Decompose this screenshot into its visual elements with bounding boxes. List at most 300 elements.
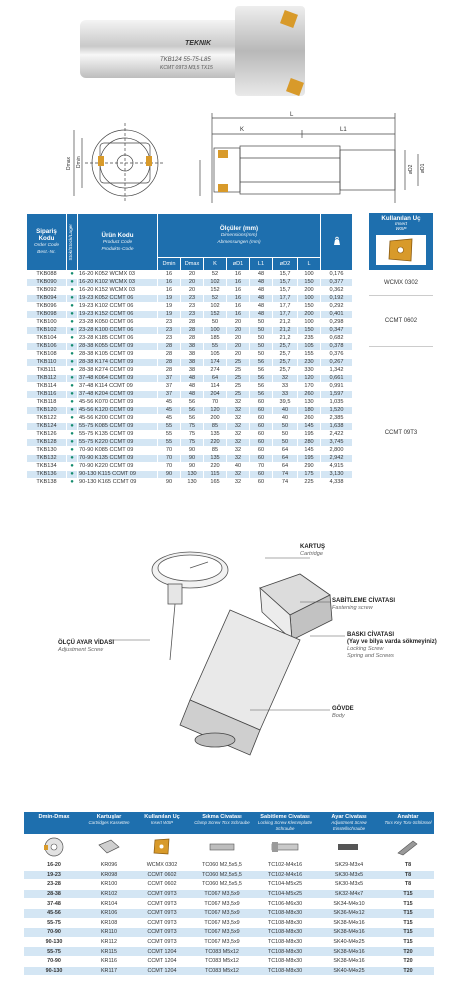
stock-dot: ●: [67, 287, 78, 295]
cell: 15,7: [273, 287, 298, 295]
parts-cell: T15: [382, 889, 434, 899]
table-row: [27, 303, 353, 311]
parts-cell: TC108-M8x30: [254, 956, 316, 966]
parts-cell: 90-130: [24, 937, 84, 947]
cell: 85: [204, 447, 227, 455]
cell: 20: [227, 343, 250, 351]
product-code: 19-23 K102 CCMT 06: [78, 303, 158, 311]
parts-cell: KR106: [84, 908, 134, 918]
cell: 2,422: [321, 431, 353, 439]
order-code: TKB128: [27, 439, 67, 447]
cell: 185: [204, 335, 227, 343]
product-code: 28-38 K055 CCMT 09: [78, 343, 158, 351]
product-code: 45-56 K120 CCMT 09: [78, 407, 158, 415]
parts-cell: SK38-M4x16: [316, 918, 382, 928]
cell: 28: [158, 343, 181, 351]
cell: 165: [204, 479, 227, 487]
cell: 56: [181, 415, 204, 423]
order-code: TKB108: [27, 351, 67, 359]
locking-screw-icon: [270, 841, 300, 853]
parts-cell: TC067 M3,5x9: [190, 899, 254, 909]
cell: 200: [298, 311, 321, 319]
product-code: 28-38 K274 CCMT 09: [78, 367, 158, 375]
cell: 100: [298, 319, 321, 327]
product-code: 23-28 K185 CCMT 06: [78, 335, 158, 343]
cell: 16: [158, 287, 181, 295]
product-code: 28-38 K105 CCMT 09: [78, 351, 158, 359]
parts-cell: TC106-M6x30: [254, 899, 316, 909]
stock-dot: ●: [67, 391, 78, 399]
cell: 20: [227, 319, 250, 327]
parts-cell: CCMT 09T3: [134, 937, 190, 947]
product-code: 19-23 K152 CCMT 06: [78, 311, 158, 319]
parts-cell: 28-38: [24, 889, 84, 899]
engraved-code: TKB124 55-75-L85: [160, 57, 211, 63]
cell: 48: [250, 271, 273, 279]
torx-key-icon: [395, 837, 421, 857]
product-code: 16-20 K152 WCMX 03: [78, 287, 158, 295]
parts-cell: 23-28: [24, 880, 84, 890]
cell: 102: [204, 303, 227, 311]
product-code: 55-75 K220 CCMT 09: [78, 439, 158, 447]
cell: 55: [204, 343, 227, 351]
cell: 21,2: [273, 335, 298, 343]
header-dimensions: Ölçüler (mm) Dimensions(mm) Abmessungen (mm): [158, 214, 321, 258]
cell: 48: [250, 295, 273, 303]
parts-cell: CCMT 1204: [134, 947, 190, 957]
cell: 20: [227, 351, 250, 359]
cell: 48: [250, 287, 273, 295]
table-row: [27, 383, 353, 391]
cell: 39,5: [273, 399, 298, 407]
order-code: TKB138: [27, 479, 67, 487]
cell: 70: [158, 463, 181, 471]
cell: 37: [158, 391, 181, 399]
order-code: TKB118: [27, 399, 67, 407]
cell: 74: [273, 479, 298, 487]
cell: 74: [273, 471, 298, 479]
parts-cell: T15: [382, 918, 434, 928]
cell: 60: [250, 447, 273, 455]
cell: 1,035: [321, 399, 353, 407]
cell: 28: [181, 319, 204, 327]
cell: 102: [204, 279, 227, 287]
cell: 64: [273, 463, 298, 471]
order-code: TKB088: [27, 271, 67, 279]
cell: 23: [158, 327, 181, 335]
table-row: [27, 391, 353, 399]
cell: 16: [227, 303, 250, 311]
weight-icon: [332, 236, 342, 246]
cell: 90: [158, 479, 181, 487]
cell: 120: [204, 407, 227, 415]
parts-cell: 55-75: [24, 947, 84, 957]
cell: 38: [181, 367, 204, 375]
parts-row: [24, 861, 434, 871]
cell: 60: [250, 399, 273, 407]
cell: 45: [158, 415, 181, 423]
cell: 23: [158, 335, 181, 343]
cell: 64: [273, 455, 298, 463]
parts-cell: KR102: [84, 889, 134, 899]
stock-dot: ●: [67, 439, 78, 447]
cell: 50: [273, 423, 298, 431]
cell: 0,347: [321, 327, 353, 335]
header-weight: [321, 214, 353, 271]
cell: 32: [227, 407, 250, 415]
parts-cell: KR096: [84, 861, 134, 871]
clamp-screw-icon: [208, 841, 236, 853]
table-row: [27, 479, 353, 487]
cell: 38: [181, 343, 204, 351]
order-code: TKB100: [27, 319, 67, 327]
cell: 55: [158, 431, 181, 439]
cell: 0,292: [321, 303, 353, 311]
product-code: 70-90 K220 CCMT 09: [78, 463, 158, 471]
table-row: [27, 335, 353, 343]
cell: 195: [298, 455, 321, 463]
cell: 75: [181, 423, 204, 431]
cell: 3,130: [321, 471, 353, 479]
stock-dot: ●: [67, 351, 78, 359]
table-row: [27, 271, 353, 279]
cell: 50: [273, 439, 298, 447]
table-row: [27, 327, 353, 335]
parts-cell: T20: [382, 956, 434, 966]
parts-cell: KR104: [84, 899, 134, 909]
parts-cell: WCMX 0302: [134, 861, 190, 871]
cell: 90: [158, 471, 181, 479]
cell: 28: [158, 359, 181, 367]
cell: 48: [181, 383, 204, 391]
brand-logo: TEKNIK: [185, 40, 212, 47]
cell: 23: [181, 295, 204, 303]
cell: 204: [204, 391, 227, 399]
cell: 114: [204, 383, 227, 391]
cell: 0,682: [321, 335, 353, 343]
parts-cell: TC102-M4x16: [254, 870, 316, 880]
cell: 0,377: [321, 279, 353, 287]
cell: 28: [158, 351, 181, 359]
cell: 100: [204, 327, 227, 335]
cell: 60: [250, 415, 273, 423]
order-code: TKB092: [27, 287, 67, 295]
table-row: [27, 287, 353, 295]
stock-dot: ●: [67, 295, 78, 303]
cell: 170: [298, 383, 321, 391]
callout-cartridge: KARTUŞ Cartridge: [300, 544, 325, 557]
cell: 16: [227, 279, 250, 287]
cell: 1,638: [321, 423, 353, 431]
cell: 56: [250, 383, 273, 391]
cell: 135: [204, 431, 227, 439]
header-product-code: Ürün Kodu Product Code Produkts-Code: [78, 214, 158, 271]
cell: 32: [227, 423, 250, 431]
cell: 225: [298, 479, 321, 487]
parts-cell: TC060 M2,5x5,5: [190, 870, 254, 880]
cell: 25: [227, 367, 250, 375]
col-dmin: Dmin: [158, 258, 181, 271]
order-code: TKB120: [27, 407, 67, 415]
product-code: 16-20 K102 WCMX 03: [78, 279, 158, 287]
parts-row: [24, 956, 434, 966]
cell: 260: [298, 415, 321, 423]
parts-cell: TC108-M8x30: [254, 908, 316, 918]
parts-cell: CCMT 1204: [134, 966, 190, 976]
parts-cell: CCMT 09T3: [134, 908, 190, 918]
cell: 23: [181, 303, 204, 311]
parts-cell: SK40-M4x25: [316, 937, 382, 947]
cell: 2,942: [321, 455, 353, 463]
cell: 45: [158, 407, 181, 415]
cell: 130: [181, 479, 204, 487]
parts-cell: CCMT 0602: [134, 870, 190, 880]
cell: 16: [227, 287, 250, 295]
parts-cell: CCMT 0602: [134, 880, 190, 890]
parts-col-header: Kullanılan Uç Insert WSP: [134, 812, 190, 835]
table-row: [27, 319, 353, 327]
parts-cell: SK38-M4x16: [316, 928, 382, 938]
stock-dot: ●: [67, 311, 78, 319]
header-order-code: Sipariş Kodu Order Code Best.-Nr.: [27, 214, 67, 271]
cell: 235: [298, 335, 321, 343]
cell: 38: [181, 351, 204, 359]
cell: 28: [181, 327, 204, 335]
parts-cell: KR116: [84, 956, 134, 966]
stock-dot: ●: [67, 359, 78, 367]
table-row: [27, 311, 353, 319]
parts-cell: TC104-M5x25: [254, 880, 316, 890]
cell: 17,7: [273, 303, 298, 311]
product-code: 70-90 K135 CCMT 09: [78, 455, 158, 463]
cell: 19: [158, 295, 181, 303]
engraved-code-2: KCMT 09T3 M3,5 TX15: [160, 65, 213, 71]
cell: 0,267: [321, 359, 353, 367]
cell: 56: [250, 359, 273, 367]
cell: 25,7: [273, 351, 298, 359]
cell: 220: [204, 463, 227, 471]
parts-cell: SK32-M4x7: [316, 889, 382, 899]
cell: 32: [227, 415, 250, 423]
cell: 130: [181, 471, 204, 479]
adjustment-screw-icon: [336, 841, 362, 853]
cell: 280: [298, 439, 321, 447]
parts-cell: CCMT 09T3: [134, 899, 190, 909]
cell: 115: [204, 471, 227, 479]
table-row: [27, 295, 353, 303]
parts-cell: TC067 M3,5x9: [190, 908, 254, 918]
cell: 0,362: [321, 287, 353, 295]
cell: 23: [181, 311, 204, 319]
parts-cell: TC102-M4x16: [254, 861, 316, 871]
cell: 16: [227, 271, 250, 279]
parts-col-header: Kartuşlar Cartridges Kassetten: [84, 812, 134, 835]
order-code: TKB106: [27, 343, 67, 351]
parts-cell: TC083 M5x12: [190, 966, 254, 976]
parts-row: [24, 889, 434, 899]
parts-cell: KR112: [84, 937, 134, 947]
cell: 37: [158, 383, 181, 391]
parts-cell: SK30-M3x5: [316, 870, 382, 880]
product-code: 28-38 K174 CCMT 09: [78, 359, 158, 367]
parts-cell: SK30-M3x5: [316, 880, 382, 890]
cell: 180: [298, 407, 321, 415]
cell: 274: [204, 367, 227, 375]
cell: 0,176: [321, 271, 353, 279]
cell: 50: [250, 327, 273, 335]
stock-dot: ●: [67, 319, 78, 327]
table-row: [27, 463, 353, 471]
stock-dot: ●: [67, 415, 78, 423]
cell: 25: [227, 391, 250, 399]
parts-image-row: [24, 835, 434, 861]
table-row: [27, 431, 353, 439]
stock-dot: ●: [67, 479, 78, 487]
cell: 20: [181, 279, 204, 287]
cell: 25,7: [273, 343, 298, 351]
order-code: TKB132: [27, 455, 67, 463]
cell: 28: [158, 367, 181, 375]
table-row: [27, 399, 353, 407]
parts-cell: TC108-M8x30: [254, 918, 316, 928]
cell: 37: [158, 375, 181, 383]
product-code: 70-90 K085 CCMT 09: [78, 447, 158, 455]
stock-dot: ●: [67, 431, 78, 439]
cell: 17,7: [273, 311, 298, 319]
product-table: [26, 213, 353, 487]
order-code: TKB130: [27, 447, 67, 455]
stock-dot: ●: [67, 455, 78, 463]
dim-K-label: K: [240, 127, 245, 133]
parts-cell: CCMT 09T3: [134, 918, 190, 928]
cell: 32: [227, 447, 250, 455]
cell: 56: [250, 367, 273, 375]
cell: 56: [250, 375, 273, 383]
parts-cell: T8: [382, 861, 434, 871]
cell: 16: [227, 295, 250, 303]
cartridge-icon: [97, 837, 121, 857]
cell: 3,745: [321, 439, 353, 447]
cell: 150: [298, 279, 321, 287]
cell: 105: [204, 351, 227, 359]
dim-dmin-label: Dmin: [76, 156, 82, 168]
insert-icon: [146, 156, 152, 166]
parts-cell: TC108-M8x30: [254, 928, 316, 938]
cell: 90: [181, 455, 204, 463]
stock-dot: ●: [67, 367, 78, 375]
cell: 60: [250, 455, 273, 463]
table-row: [27, 455, 353, 463]
cell: 220: [204, 439, 227, 447]
cell: 16: [227, 311, 250, 319]
cell: 70: [158, 455, 181, 463]
parts-cell: 37-48: [24, 899, 84, 909]
parts-cell: TC067 M3,5x9: [190, 889, 254, 899]
cell: 174: [204, 359, 227, 367]
parts-cell: TC104-M5x25: [254, 889, 316, 899]
parts-cell: T20: [382, 966, 434, 976]
product-code: 90-130 K115 CCMT 09: [78, 471, 158, 479]
cell: 0,661: [321, 375, 353, 383]
cell: 60: [250, 439, 273, 447]
cell: 48: [181, 375, 204, 383]
cell: 0,298: [321, 319, 353, 327]
cell: 40: [273, 415, 298, 423]
table-row: [27, 367, 353, 375]
parts-cell: T20: [382, 947, 434, 957]
table-row: [27, 447, 353, 455]
order-code: TKB112: [27, 375, 67, 383]
table-row: [27, 343, 353, 351]
cell: 48: [181, 391, 204, 399]
cell: 150: [298, 303, 321, 311]
dim-L1-label: L1: [340, 127, 347, 133]
stock-dot: ●: [67, 279, 78, 287]
parts-cell: CCMT 09T3: [134, 928, 190, 938]
product-code: 16-20 K052 WCMX 03: [78, 271, 158, 279]
cell: 70: [158, 447, 181, 455]
cell: 200: [298, 287, 321, 295]
cell: 48: [250, 303, 273, 311]
cell: 40: [227, 463, 250, 471]
cell: 1,342: [321, 367, 353, 375]
cell: 1,520: [321, 407, 353, 415]
cell: 100: [298, 271, 321, 279]
cell: 45: [158, 399, 181, 407]
parts-cell: SK34-M4x10: [316, 899, 382, 909]
parts-row: [24, 966, 434, 976]
col-k: K: [204, 258, 227, 271]
order-code: TKB136: [27, 471, 67, 479]
parts-cell: 45-56: [24, 908, 84, 918]
order-code: TKB110: [27, 359, 67, 367]
cell: 90: [181, 447, 204, 455]
parts-cell: T15: [382, 899, 434, 909]
parts-cell: TC108-M8x30: [254, 947, 316, 957]
stock-dot: ●: [67, 375, 78, 383]
insert-group-0: WCMX 0302: [369, 271, 433, 296]
cell: 130: [298, 399, 321, 407]
cell: 120: [298, 375, 321, 383]
parts-cell: TC067 M3,5x9: [190, 918, 254, 928]
parts-cell: KR098: [84, 870, 134, 880]
cell: 2,800: [321, 447, 353, 455]
product-code: 55-75 K135 CCMT 09: [78, 431, 158, 439]
cell: 0,192: [321, 295, 353, 303]
cell: 2,385: [321, 415, 353, 423]
parts-cell: TC108-M8x30: [254, 937, 316, 947]
cell: 0,401: [321, 311, 353, 319]
product-code: 37-48 K114 CCMT 09: [78, 383, 158, 391]
cell: 25,7: [273, 367, 298, 375]
product-code: 23-28 K100 CCMT 06: [78, 327, 158, 335]
col-d1: øD1: [227, 258, 250, 271]
order-code: TKB094: [27, 295, 67, 303]
cell: 150: [298, 327, 321, 335]
side-view: [200, 113, 418, 203]
stock-dot: ●: [67, 423, 78, 431]
parts-cell: CCMT 1204: [134, 956, 190, 966]
col-dmax: Dmax: [181, 258, 204, 271]
stock-dot: ●: [67, 335, 78, 343]
parts-cell: KR100: [84, 880, 134, 890]
parts-cell: SK40-M4x25: [316, 966, 382, 976]
cell: 70: [204, 399, 227, 407]
stock-dot: ●: [67, 383, 78, 391]
cell: 56: [250, 391, 273, 399]
parts-cell: SK38-M4x16: [316, 947, 382, 957]
parts-row: [24, 918, 434, 928]
